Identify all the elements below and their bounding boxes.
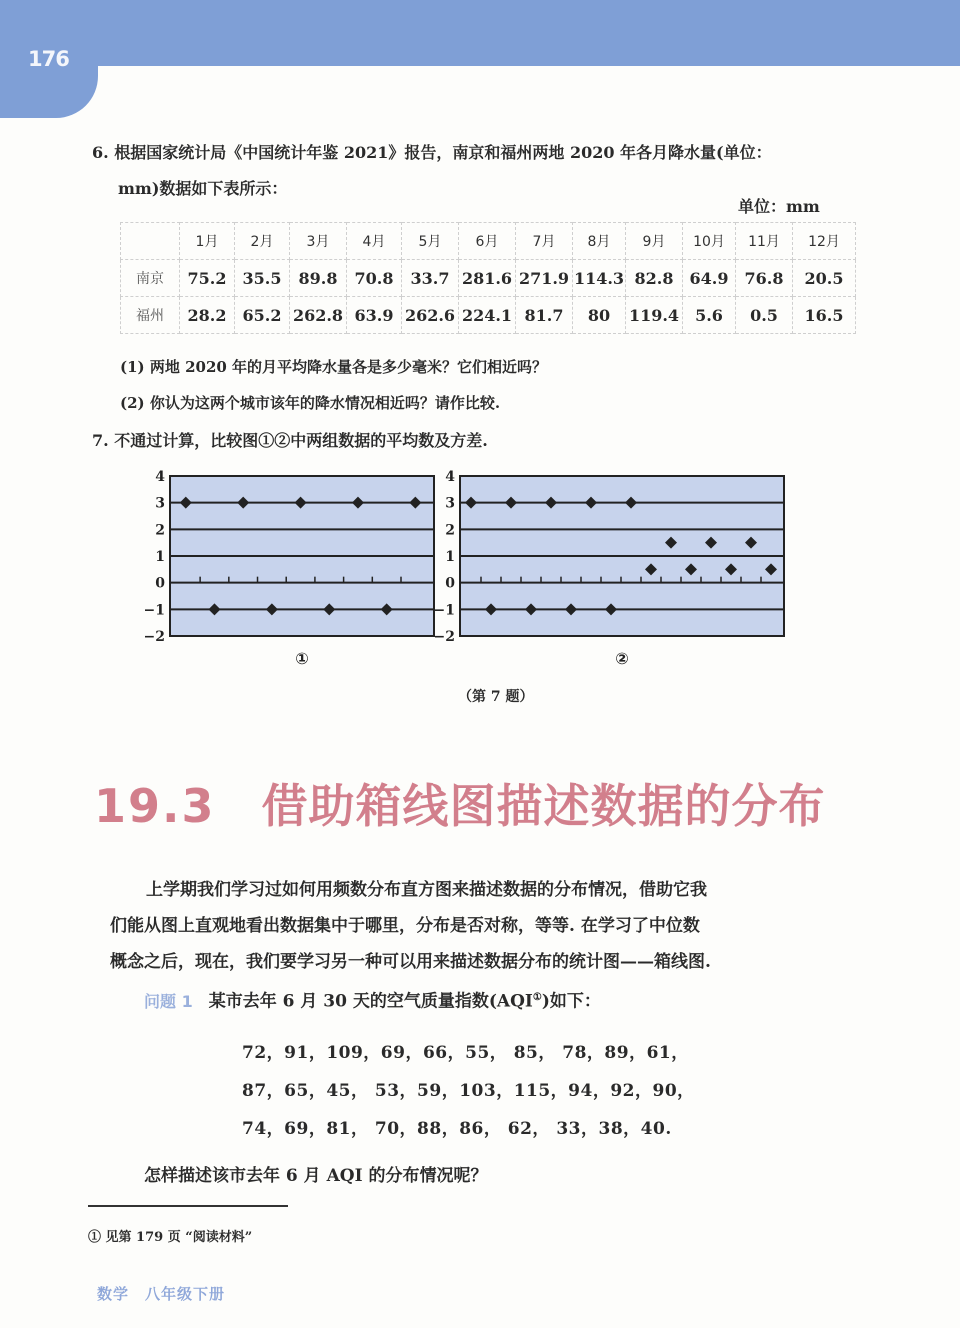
y-tick-label: 4: [155, 469, 165, 485]
q6-line1: 6. 根据国家统计局《中国统计年鉴 2021》报告，南京和福州两地 2020 年各月降水量(单位：: [92, 143, 772, 162]
footer-subject: 数学: [97, 1285, 130, 1303]
aqi-row: 87，65，45， 53，59，103，115，94，92，90，: [242, 1081, 695, 1101]
intro-line: 概念之后，现在，我们要学习另一种可以用来描述数据分布的统计图——箱线图.: [110, 952, 711, 972]
q7-text: 7. 不通过计算，比较图①②中两组数据的平均数及方差.: [92, 431, 488, 450]
month-header: 1月: [180, 223, 235, 260]
month-header: 7月: [516, 223, 573, 260]
month-header: 11月: [736, 223, 793, 260]
table-cell: 16.5: [793, 297, 856, 334]
month-header: 5月: [402, 223, 459, 260]
table-row: [121, 260, 856, 297]
chart-2-svg: [433, 468, 786, 678]
table-cell: 89.8: [290, 260, 347, 297]
y-tick-label: 4: [445, 469, 455, 485]
table-cell: 20.5: [793, 260, 856, 297]
q6-line2: mm)数据如下表所示：: [118, 179, 288, 198]
table-cell: 70.8: [347, 260, 402, 297]
table-cell: 65.2: [235, 297, 290, 334]
table-cell: 75.2: [180, 260, 235, 297]
table-cell: 33.7: [402, 260, 459, 297]
table-cell: 119.4: [626, 297, 683, 334]
y-tick-label: 1: [155, 549, 165, 565]
footnote: ① 见第 179 页 “阅读材料”: [88, 1230, 253, 1245]
table-cell: 63.9: [347, 297, 402, 334]
table-cell: 5.6: [683, 297, 736, 334]
problem-1: [144, 980, 894, 1020]
intro-line: [110, 872, 860, 908]
footnote-rule: [88, 1205, 288, 1207]
table-cell: 114.3: [573, 260, 626, 297]
table-row: [121, 297, 856, 334]
chart-label: ①: [295, 649, 309, 668]
page-number: 176: [28, 47, 69, 71]
section-title: [94, 770, 826, 836]
month-header: 10月: [683, 223, 736, 260]
month-header: 12月: [793, 223, 856, 260]
q6-sub1: (1) 两地 2020 年的月平均降水量各是多少毫米？它们相近吗？: [120, 358, 548, 376]
month-header: 3月: [290, 223, 347, 260]
chart-2: [433, 468, 786, 682]
y-tick-label: 2: [155, 522, 165, 539]
month-header: 2月: [235, 223, 290, 260]
footer: [97, 1283, 225, 1304]
intro-paragraph: [110, 872, 860, 980]
table-header-row: [121, 223, 856, 260]
aqi-row: 74，69，81， 70，88，86， 62， 33，38，40.: [242, 1119, 672, 1139]
table-cell: 281.6: [459, 260, 516, 297]
y-tick-label: −2: [433, 629, 455, 645]
table-cell: 81.7: [516, 297, 573, 334]
table-corner: [121, 223, 180, 260]
y-tick-label: −2: [143, 629, 165, 645]
header-banner: [0, 0, 960, 66]
footnote-ref: ①: [532, 992, 542, 1003]
table-cell: 262.6: [402, 297, 459, 334]
y-tick-label: −1: [143, 602, 165, 619]
y-tick-label: 1: [445, 549, 455, 565]
y-tick-label: 0: [445, 575, 455, 592]
month-header: 9月: [626, 223, 683, 260]
table-cell: 76.8: [736, 260, 793, 297]
problem-text: 某市去年 6 月 30 天的空气质量指数(AQI: [208, 991, 533, 1012]
rainfall-table: [120, 222, 856, 334]
chart-1: [143, 468, 436, 682]
table-cell: 82.8: [626, 260, 683, 297]
aqi-row: 72，91，109，69，66，55， 85， 78，89，61，: [242, 1043, 689, 1063]
table-cell: 64.9: [683, 260, 736, 297]
city-label: 南京: [121, 260, 180, 297]
q6-sub2: (2) 你认为这两个城市该年的降水情况相近吗？请作比较.: [120, 394, 501, 412]
table-cell: 80: [573, 297, 626, 334]
chart-label: ②: [615, 649, 629, 668]
y-tick-label: 3: [155, 495, 165, 512]
chart-1-svg: [143, 468, 436, 678]
table-cell: 28.2: [180, 297, 235, 334]
y-tick-label: −1: [433, 602, 455, 619]
y-tick-label: 3: [445, 495, 455, 512]
section-number: 19.3: [94, 779, 216, 833]
table-cell: 262.8: [290, 297, 347, 334]
figure-caption: （第 7 题）: [458, 689, 534, 705]
y-tick-label: 0: [155, 575, 165, 592]
table-cell: 0.5: [736, 297, 793, 334]
section-heading: 借助箱线图描述数据的分布: [261, 779, 826, 833]
table-cell: 271.9: [516, 260, 573, 297]
problem-tag: 问题 1: [144, 991, 193, 1011]
intro-line-1: 上学期我们学习过如何用频数分布直方图来描述数据的分布情况，借助它我: [146, 880, 707, 900]
month-header: 6月: [459, 223, 516, 260]
footer-grade: 八年级下册: [145, 1285, 226, 1303]
city-label: 福州: [121, 297, 180, 334]
month-header: 8月: [573, 223, 626, 260]
unit-label: 单位：mm: [738, 197, 820, 216]
intro-line: 们能从图上直观地看出数据集中于哪里，分布是否对称，等等. 在学习了中位数: [110, 916, 700, 936]
problem-text-end: )如下：: [541, 991, 601, 1012]
problem-question: 怎样描述该市去年 6 月 AQI 的分布情况呢？: [144, 1166, 488, 1186]
month-header: 4月: [347, 223, 402, 260]
table-cell: 35.5: [235, 260, 290, 297]
table-cell: 224.1: [459, 297, 516, 334]
y-tick-label: 2: [445, 522, 455, 539]
